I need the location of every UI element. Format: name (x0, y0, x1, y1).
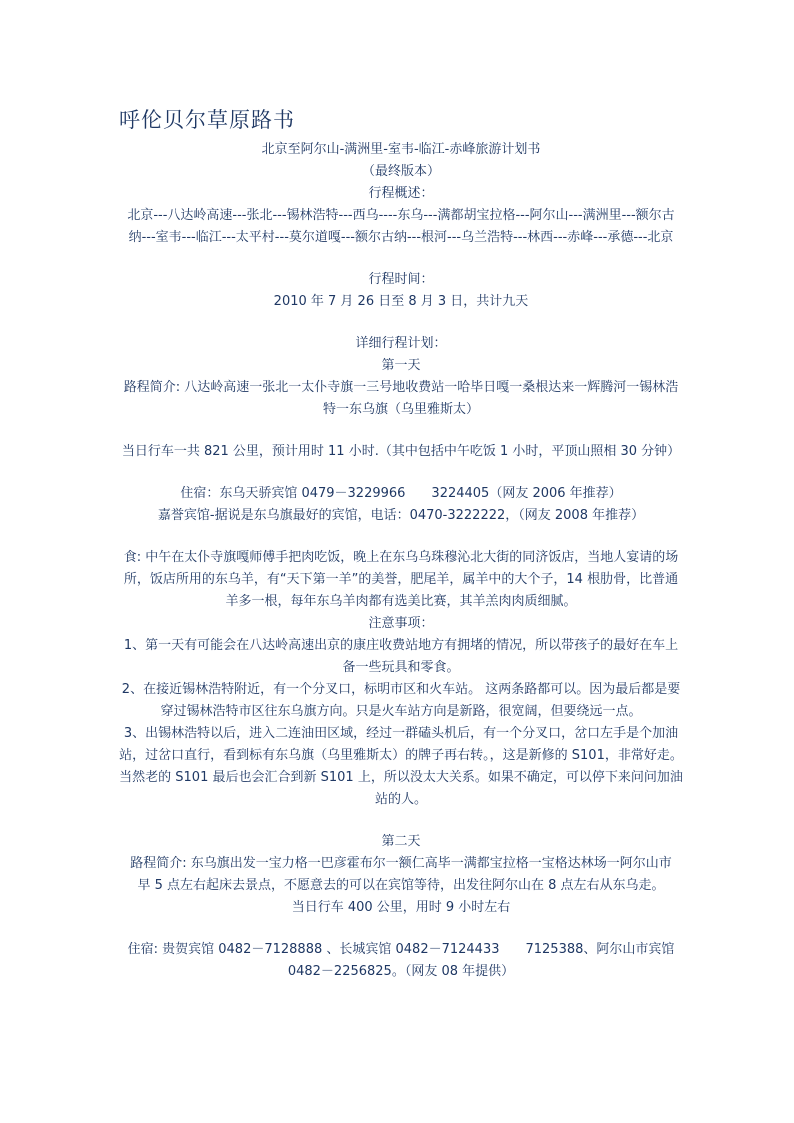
day1-note-3: 3、出锡林浩特以后，进入二连油田区域，经过一群磕头机后，有一个分叉口，岔口左手是个加油站，过岔口直行，看到标有东乌旗（乌里雅斯太）的牌子再右转。，这是新修的 S101，非常好走。当然老的 S101 最后也会汇合到新 S101 上，所以没太大关系。如果不确定，可以停下来问问加油站的人。 (119, 726, 683, 807)
overview-heading: 行程概述： (368, 186, 434, 201)
day1-note-1: 1、第一天有可能会在八达岭高速出京的康庄收费站地方有拥堵的情况，所以带孩子的最好在车上备一些玩具和零食。 (123, 638, 679, 675)
day1-route: 路程简介: 八达岭高速一张北一太仆寺旗一三号地收费站一哈毕日嘎一桑根达来一辉腾河一锡林浩特一东乌旗（乌里雅斯太） (123, 380, 679, 417)
document-body (119, 139, 683, 983)
day1-notes-heading: 注意事项： (368, 616, 434, 631)
time-heading: 行程时间： (368, 272, 434, 287)
day1-food: 食: 中午在太仆寺旗嘎师傅手把肉吃饭，晚上在东乌乌珠穆沁北大街的同济饭店，当地人宴请的场所，饭店所用的东乌羊，有“天下第一羊”的美誉，肥尾羊，属羊中的大个子，14 根肋骨，比普通羊多一根，每年东乌羊肉都有选美比赛，其羊羔肉肉质细腻。 (123, 550, 679, 609)
day2-departure: 早 5 点左右起床去景点，不愿意去的可以在宾馆等待，出发往阿尔山在 8 点左右从东乌走。 (137, 878, 665, 893)
day2-route: 路程简介: 东乌旗出发一宝力格一巴彦霍布尔一额仁高毕一满都宝拉格一宝格达林场一阿尔山市 (130, 856, 672, 871)
time-value: 2010 年 7 月 26 日至 8 月 3 日，共计九天 (273, 294, 529, 309)
day1-note-2: 2、在接近锡林浩特附近，有一个分叉口，标明市区和火车站。 这两条路都可以。因为最后都是要穿过锡林浩特市区往东乌旗方向。只是火车站方向是新路，很宽阔，但要绕远一点。 (121, 682, 681, 719)
day1-heading: 第一天 (381, 358, 421, 373)
day2-heading: 第二天 (381, 834, 421, 849)
detail-heading: 详细行程计划： (355, 336, 447, 351)
day2-lodging: 住宿: 贵贺宾馆 0482－7128888 、长城宾馆 0482－7124433 7125388、阿尔山市宾馆 0482－2256825。（网友 08 年提供） (127, 942, 675, 979)
route-overview: 北京---八达岭高速---张北---锡林浩特---西乌----东乌---满都胡宝拉格---阿尔山---满洲里---额尔古纳---室韦---临江---太平村---莫尔道嘎---额尔古纳---根河---乌兰浩特---林西---赤峰---承德---北京 (127, 208, 675, 245)
day1-distance: 当日行车一共 821 公里，预计用时 11 小时.（其中包括中午吃饭 1 小时，平顶山照相 30 分钟） (121, 444, 681, 459)
day1-lodging-1: 住宿：东乌天骄宾馆 0479－3229966 3224405（网友 2006 年推荐） (180, 486, 622, 501)
version-note: （最终版本） (361, 164, 440, 179)
subtitle: 北京至阿尔山-满洲里-室韦-临江-赤峰旅游计划书 (261, 142, 541, 157)
document-title: 呼伦贝尔草原路书 (119, 108, 295, 132)
day1-lodging-2: 嘉誉宾馆-据说是东乌旗最好的宾馆，电话：0470-3222222，（网友 2008 年推荐） (157, 508, 645, 523)
day2-distance: 当日行车 400 公里，用时 9 小时左右 (291, 900, 511, 915)
